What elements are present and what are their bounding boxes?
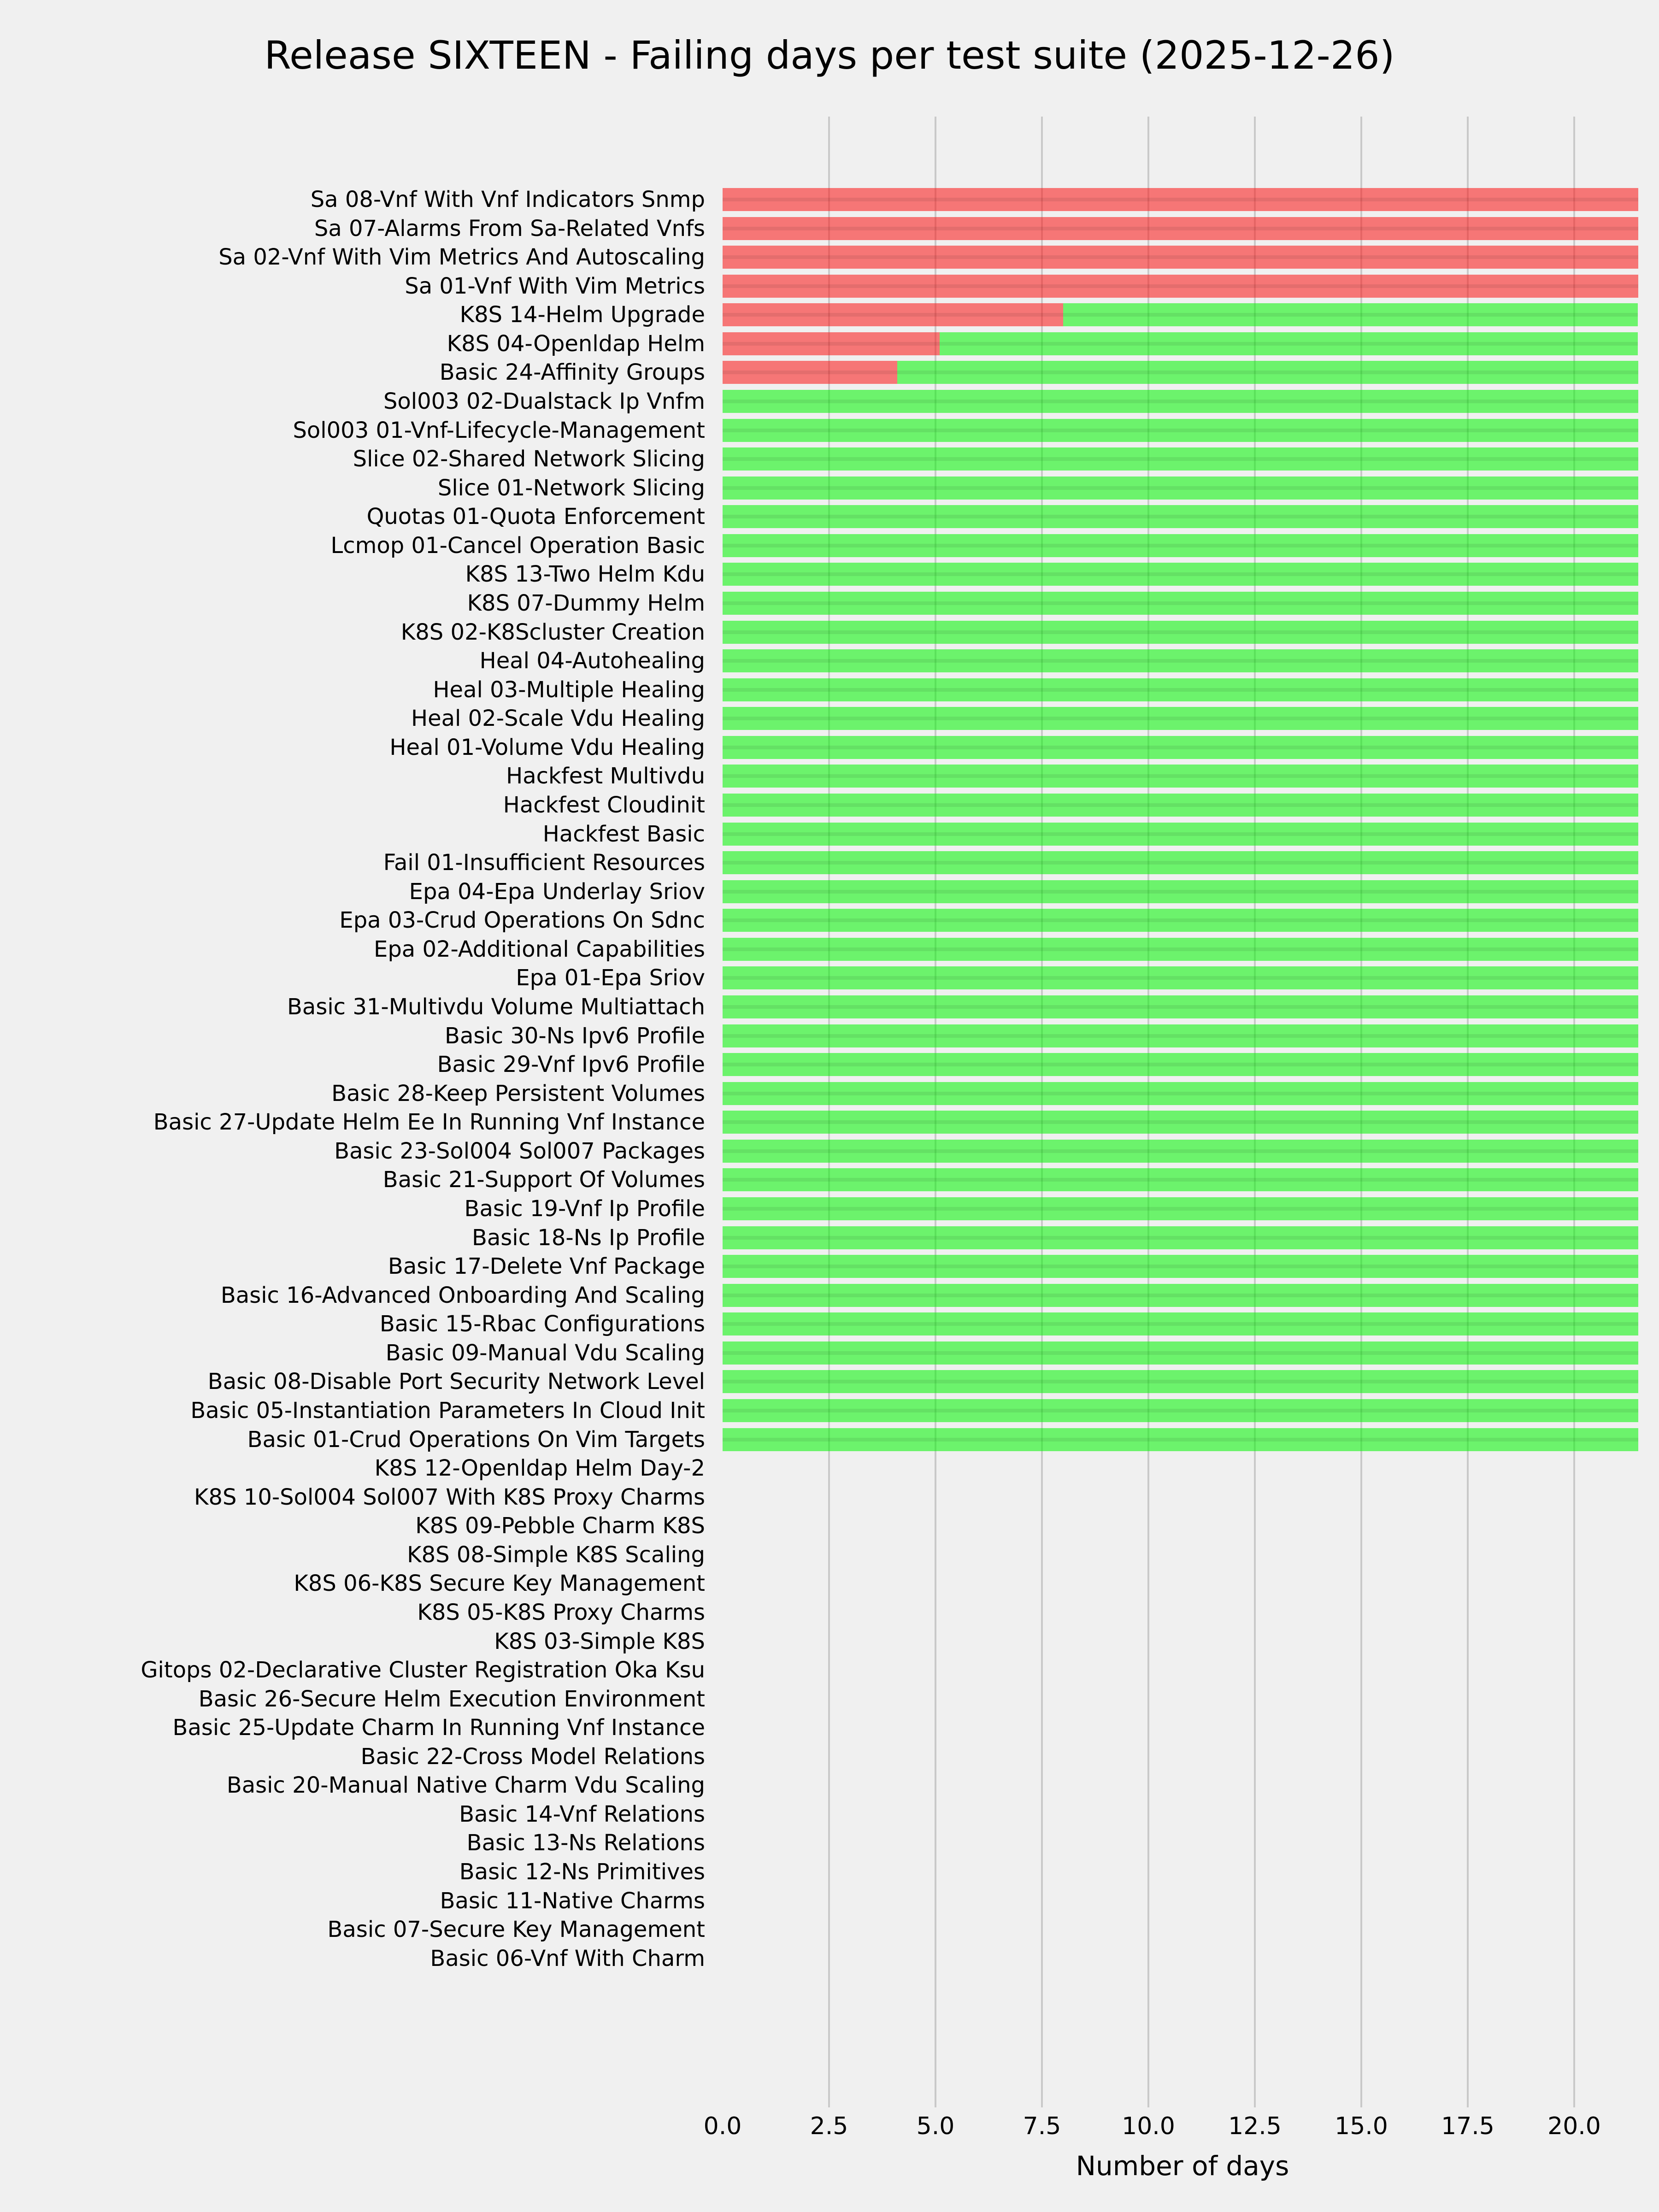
row-label: Slice 01-Network Slicing (437, 475, 705, 501)
row-label: Basic 29-Vnf Ipv6 Profile (437, 1052, 705, 1077)
row-label: Hackfest Multivdu (506, 763, 705, 789)
row-label: K8S 14-Helm Upgrade (459, 302, 705, 328)
row-label: Basic 08-Disable Port Security Network Level (207, 1369, 705, 1394)
row-label: Epa 01-Epa Sriov (516, 965, 705, 991)
row-label: K8S 02-K8Scluster Creation (400, 619, 705, 645)
row-label: K8S 03-Simple K8S (494, 1629, 705, 1654)
x-axis-label: Number of days (1076, 2150, 1289, 2182)
row-label: Sol003 01-Vnf-Lifecycle-Management (293, 418, 705, 443)
row-label: Heal 01-Volume Vdu Healing (389, 735, 705, 760)
x-tick-label: 10.0 (1122, 2112, 1175, 2140)
row-label: Basic 09-Manual Vdu Scaling (385, 1340, 705, 1366)
row-label: Basic 18-Ns Ip Profile (471, 1225, 705, 1251)
row-label: Basic 14-Vnf Relations (459, 1801, 705, 1827)
row-label: Basic 31-Multivdu Volume Multiattach (287, 994, 705, 1020)
row-label: K8S 10-Sol004 Sol007 With K8S Proxy Charms (194, 1484, 705, 1510)
row-label: K8S 06-K8S Secure Key Management (294, 1571, 705, 1596)
row-label: Basic 30-Ns Ipv6 Profile (445, 1023, 705, 1049)
row-label: Sa 02-Vnf With Vim Metrics And Autoscaling (218, 244, 705, 270)
row-label: Basic 19-Vnf Ip Profile (464, 1196, 705, 1222)
row-label: Sa 08-Vnf With Vnf Indicators Snmp (310, 187, 705, 212)
x-tick-label: 5.0 (916, 2112, 955, 2140)
row-label: Basic 26-Secure Helm Execution Environment (198, 1686, 705, 1712)
row-label: Epa 04-Epa Underlay Sriov (409, 879, 705, 905)
row-label: K8S 05-K8S Proxy Charms (417, 1600, 705, 1625)
row-label: Heal 04-Autohealing (479, 648, 705, 674)
row-label: Sa 01-Vnf With Vim Metrics (405, 273, 705, 299)
row-label: Sol003 02-Dualstack Ip Vnfm (383, 388, 705, 414)
x-tick-label: 17.5 (1441, 2112, 1494, 2140)
row-label: Hackfest Basic (542, 821, 705, 847)
row-label: Basic 12-Ns Primitives (459, 1859, 705, 1885)
x-tick-label: 20.0 (1547, 2112, 1601, 2140)
row-label: Basic 25-Update Charm In Running Vnf Instance (172, 1715, 705, 1741)
row-label: K8S 13-Two Helm Kdu (465, 561, 705, 587)
row-label: K8S 07-Dummy Helm (467, 590, 705, 616)
row-label: Epa 02-Additional Capabilities (373, 936, 705, 962)
row-label: K8S 04-Openldap Helm (447, 331, 705, 357)
x-tick-label: 12.5 (1228, 2112, 1282, 2140)
row-label: Basic 17-Delete Vnf Package (388, 1253, 705, 1279)
row-label: Basic 11-Native Charms (440, 1888, 705, 1914)
row-label: Basic 13-Ns Relations (466, 1830, 705, 1856)
row-label: Heal 02-Scale Vdu Healing (411, 706, 705, 731)
row-label: Basic 27-Update Helm Ee In Running Vnf Instance (153, 1109, 705, 1135)
row-label: Basic 16-Advanced Onboarding And Scaling (220, 1282, 705, 1308)
x-tick-label: 2.5 (810, 2112, 848, 2140)
row-label: K8S 08-Simple K8S Scaling (407, 1542, 705, 1568)
row-label: Slice 02-Shared Network Slicing (353, 446, 705, 472)
row-label: Basic 28-Keep Persistent Volumes (331, 1081, 705, 1106)
row-label: Sa 07-Alarms From Sa-Related Vnfs (314, 216, 705, 241)
x-tick-label: 15.0 (1335, 2112, 1388, 2140)
row-label: Heal 03-Multiple Healing (433, 677, 705, 703)
row-label: Basic 23-Sol004 Sol007 Packages (334, 1138, 705, 1164)
row-label: Basic 15-Rbac Configurations (379, 1311, 705, 1337)
row-label: Basic 24-Affinity Groups (439, 359, 705, 385)
row-label: Basic 07-Secure Key Management (327, 1917, 705, 1942)
row-label: Epa 03-Crud Operations On Sdnc (339, 907, 705, 933)
row-label: Basic 20-Manual Native Charm Vdu Scaling (226, 1772, 705, 1798)
row-label: Fail 01-Insufficient Resources (383, 850, 705, 876)
row-label: Hackfest Cloudinit (503, 792, 705, 818)
x-tick-label: 7.5 (1023, 2112, 1061, 2140)
row-label: Basic 05-Instantiation Parameters In Cloud Init (190, 1398, 705, 1424)
chart-title: Release SIXTEEN - Failing days per test suite (2025-12-26) (264, 33, 1395, 78)
row-label: Lcmop 01-Cancel Operation Basic (330, 533, 705, 559)
row-label: Basic 01-Crud Operations On Vim Targets (247, 1427, 705, 1453)
row-label: Quotas 01-Quota Enforcement (366, 504, 705, 529)
row-label: Basic 06-Vnf With Charm (430, 1946, 705, 1971)
row-label: K8S 09-Pebble Charm K8S (415, 1513, 705, 1539)
row-label: Basic 21-Support Of Volumes (382, 1167, 705, 1193)
row-label: K8S 12-Openldap Helm Day-2 (374, 1455, 705, 1481)
row-label: Basic 22-Cross Model Relations (360, 1744, 705, 1770)
x-tick-label: 0.0 (703, 2112, 742, 2140)
row-label: Gitops 02-Declarative Cluster Registration Oka Ksu (141, 1657, 705, 1683)
